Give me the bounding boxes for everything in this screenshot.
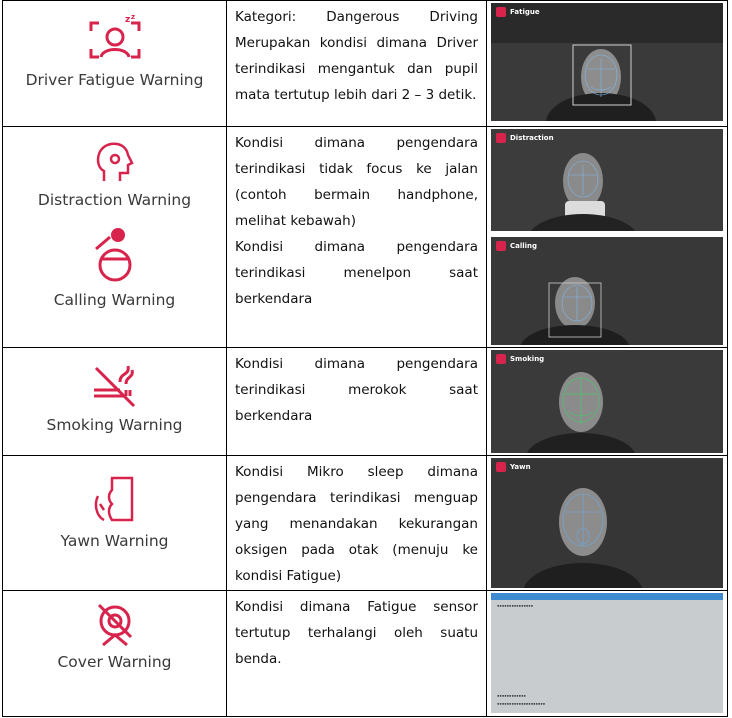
- camera-snapshot: [491, 593, 723, 713]
- camera-tag: Smoking: [496, 354, 544, 364]
- table-row: [3, 348, 728, 456]
- row-description: Kondisi dimana pengendara terindikasi merokok saat berkendara: [235, 356, 478, 424]
- smoking-warning-block: [3, 360, 226, 434]
- driver-face-image: [491, 129, 723, 231]
- distraction-icon: [90, 137, 140, 185]
- smoking-icon: [90, 360, 140, 410]
- table-row: [3, 456, 728, 591]
- camera-cell: [487, 348, 728, 456]
- camera-tag: Distraction: [496, 133, 554, 143]
- description-cell: [227, 1, 487, 127]
- camera-snapshot: [491, 237, 723, 345]
- row-description: Kondisi dimana pengendara terindikasi tidak focus ke jalan (contoh bermain handphone, melihat kebawah): [235, 135, 478, 229]
- row-label: Cover Warning: [57, 653, 172, 671]
- camera-snapshot: [491, 129, 723, 231]
- icon-cell: [3, 1, 227, 127]
- viewer-titlebar: [491, 593, 723, 600]
- camera-snapshot: [491, 350, 723, 453]
- description-cell: [227, 591, 487, 717]
- row-description: Kondisi dimana pengendara terindikasi menelpon saat berkendara: [235, 239, 478, 307]
- calling-icon: [90, 225, 140, 285]
- row-label: Smoking Warning: [46, 416, 183, 434]
- overlay-text: ▪▪▪▪▪▪▪▪▪▪▪▪▪▪▪▪▪▪▪▪: [497, 701, 546, 706]
- table-row: [3, 1, 728, 127]
- table-row: [3, 127, 728, 348]
- camera-cell: [487, 127, 728, 348]
- calling-warning-block: [3, 225, 226, 309]
- warning-table: [2, 0, 728, 717]
- camera-tag: Fatigue: [496, 7, 540, 17]
- cover-warning-block: [3, 601, 226, 671]
- camera-cell: [487, 456, 728, 591]
- description-cell: [227, 127, 487, 348]
- description-cell: [227, 456, 487, 591]
- overlay-text: ▪▪▪▪▪▪▪▪▪▪▪▪: [497, 693, 526, 698]
- driver-face-image: [491, 350, 723, 453]
- icon-cell: [3, 348, 227, 456]
- row-label: Distraction Warning: [37, 191, 192, 209]
- camera-snapshot: [491, 3, 723, 121]
- row-description: Kondisi dimana Fatigue sensor tertutup terhalangi oleh suatu benda.: [235, 599, 478, 667]
- camera-cell: [487, 591, 728, 717]
- fatigue-warning-block: [3, 13, 226, 89]
- cover-icon: [91, 601, 139, 647]
- camera-cell: [487, 1, 728, 127]
- row-description: Kondisi Mikro sleep dimana pengendara terindikasi menguap yang menandakan kekurangan oksigen pada otak (menuju ke kondisi Fatigue): [235, 464, 478, 584]
- description-cell: [227, 348, 487, 456]
- fatigue-icon: [85, 13, 145, 65]
- camera-tag: Calling: [496, 241, 537, 251]
- svg-text:z: z: [124, 15, 130, 25]
- icon-cell: [3, 591, 227, 717]
- camera-tag: Yawn: [496, 462, 531, 472]
- svg-text:z: z: [130, 13, 135, 21]
- driver-face-image: [491, 3, 723, 121]
- yawn-warning-block: [3, 474, 226, 550]
- row-label: Yawn Warning: [60, 532, 169, 550]
- driver-face-image: [491, 458, 723, 588]
- driver-face-image: [491, 237, 723, 345]
- row-label: Calling Warning: [53, 291, 176, 309]
- icon-cell: [3, 127, 227, 348]
- row-label: Driver Fatigue Warning: [25, 71, 204, 89]
- table-row: [3, 591, 728, 717]
- overlay-text: ▪▪▪▪▪▪▪▪▪▪▪▪▪▪▪: [497, 603, 534, 608]
- yawn-icon: [90, 474, 140, 526]
- camera-snapshot: [491, 458, 723, 588]
- distraction-warning-block: [3, 137, 226, 209]
- row-description: Kategori: Dangerous Driving Merupakan kondisi dimana Driver terindikasi mengantuk dan pupil mata tertutup lebih dari 2 – 3 detik.: [235, 9, 478, 103]
- icon-cell: [3, 456, 227, 591]
